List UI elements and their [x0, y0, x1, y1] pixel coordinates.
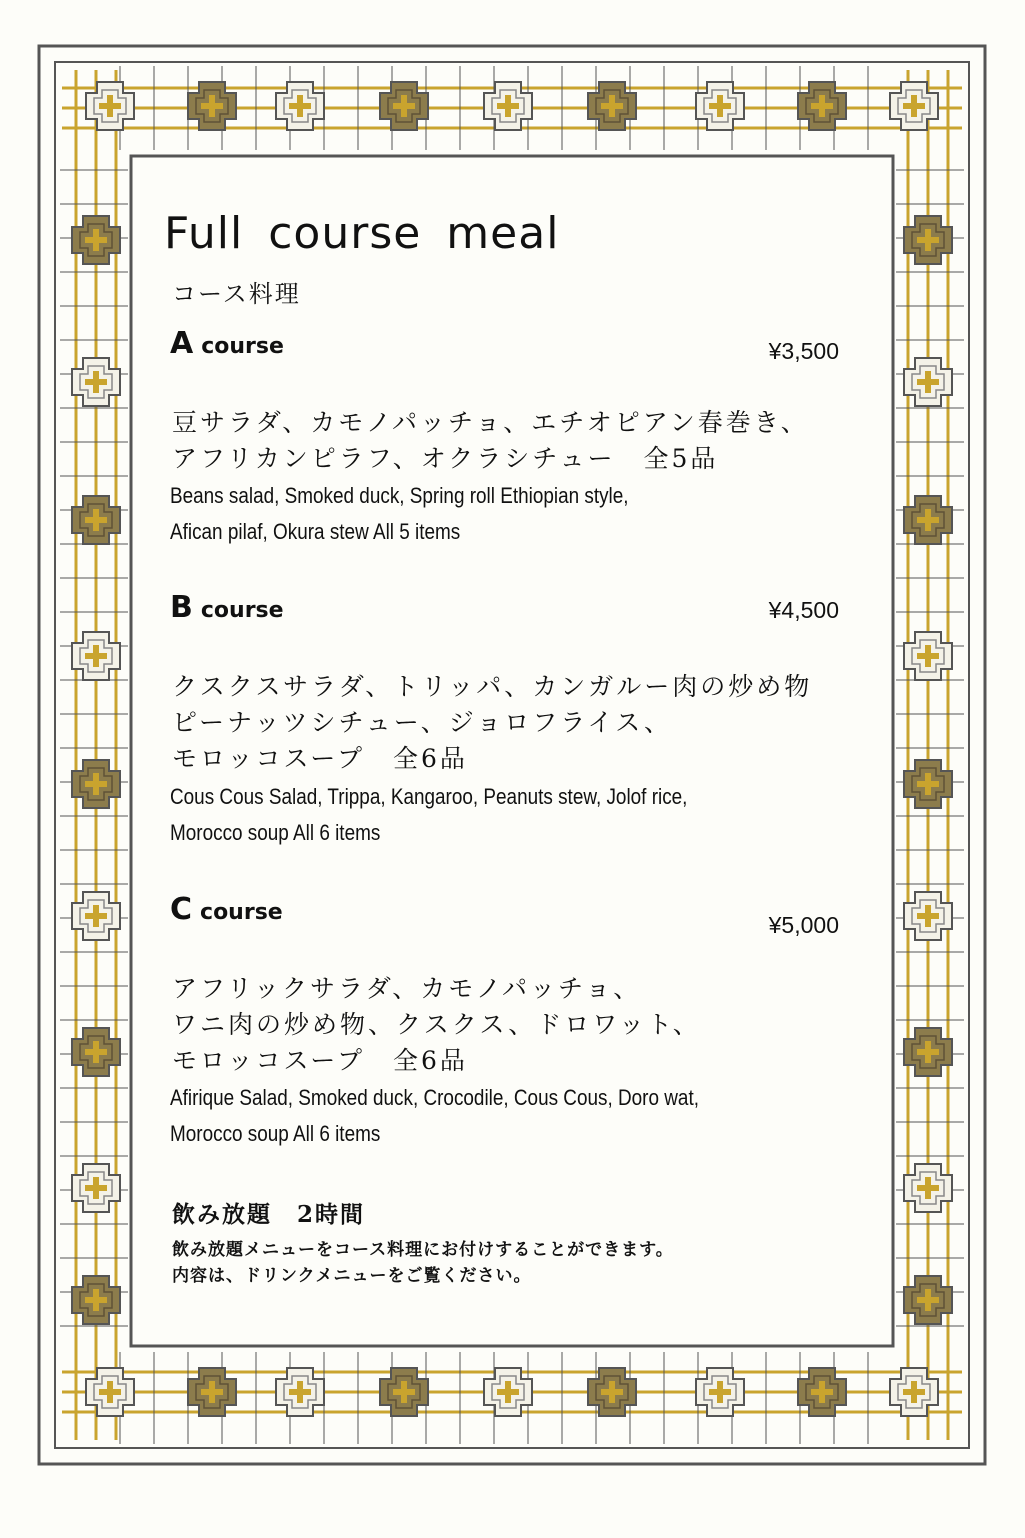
course-b-price: ¥4,500	[768, 597, 839, 623]
dark-cross-motif	[904, 1028, 952, 1076]
course-c-en-line-1: Afirique Salad, Smoked duck, Crocodile, Cous Cous, Doro wat,	[170, 1085, 699, 1110]
dark-cross-motif	[188, 1368, 236, 1416]
course-letter: B	[170, 590, 193, 625]
course-b-jp-line-3: モロッコスープ 全6品	[172, 744, 468, 773]
all-you-can-drink-note-2: 内容は、ドリンクメニューをご覧ください。	[172, 1266, 532, 1286]
dark-cross-motif	[380, 1368, 428, 1416]
light-cross-motif	[904, 1164, 952, 1212]
dark-cross-motif	[72, 496, 120, 544]
light-cross-motif	[276, 1368, 324, 1416]
course-a-price: ¥3,500	[768, 338, 839, 364]
course-word: course	[201, 334, 284, 359]
course-a-en-line-2: Afican pilaf, Okura stew All 5 items	[170, 519, 461, 544]
course-c-heading	[170, 892, 283, 927]
light-cross-motif	[904, 632, 952, 680]
light-cross-motif	[72, 1164, 120, 1212]
course-letter: C	[170, 892, 193, 927]
light-cross-motif	[72, 892, 120, 940]
light-cross-motif	[72, 632, 120, 680]
course-a-heading	[170, 326, 284, 361]
light-cross-motif	[72, 358, 120, 406]
course-a-jp-line-2: アフリカンピラフ、オクラシチュー 全5品	[172, 444, 719, 473]
dark-cross-motif	[588, 1368, 636, 1416]
course-letter: A	[170, 326, 194, 361]
light-cross-motif	[696, 1368, 744, 1416]
course-b-jp-line-2: ピーナッツシチュー、ジョロフライス、	[172, 708, 673, 737]
dark-cross-motif	[904, 1276, 952, 1324]
course-b-en-line-1: Cous Cous Salad, Trippa, Kangaroo, Peanuts stew, Jolof rice,	[170, 784, 688, 809]
all-you-can-drink-note-1: 飲み放題メニューをコース料理にお付けすることができます。	[172, 1240, 674, 1260]
dark-cross-motif	[904, 496, 952, 544]
dark-cross-motif	[72, 760, 120, 808]
course-b-heading	[170, 590, 284, 625]
light-cross-motif	[904, 892, 952, 940]
course-c-jp-line-2: ワニ肉の炒め物、クスクス、ドロワット、	[172, 1010, 701, 1039]
course-c-en-line-2: Morocco soup All 6 items	[170, 1121, 381, 1146]
course-b-en-line-2: Morocco soup All 6 items	[170, 820, 381, 845]
dark-cross-motif	[72, 1028, 120, 1076]
all-you-can-drink-title: 飲み放題 2時間	[172, 1201, 366, 1228]
page-title: Full course meal	[164, 208, 560, 259]
dark-cross-motif	[904, 216, 952, 264]
course-word: course	[200, 598, 284, 623]
light-cross-motif	[890, 1368, 938, 1416]
page-subtitle: コース料理	[172, 280, 301, 308]
dark-cross-motif	[72, 216, 120, 264]
course-c-price: ¥5,000	[768, 912, 839, 938]
dark-cross-motif	[904, 760, 952, 808]
course-b-jp-line-1: クスクスサラダ、トリッパ、カンガルー肉の炒め物	[172, 672, 813, 701]
course-a-jp-line-1: 豆サラダ、カモノパッチョ、エチオピアン春巻き、	[172, 408, 809, 437]
menu-content	[136, 160, 889, 1342]
course-word: course	[200, 900, 283, 925]
dark-cross-motif	[798, 1368, 846, 1416]
light-cross-motif	[484, 1368, 532, 1416]
course-c-jp-line-3: モロッコスープ 全6品	[172, 1046, 468, 1075]
light-cross-motif	[86, 1368, 134, 1416]
course-a-en-line-1: Beans salad, Smoked duck, Spring roll Ethiopian style,	[170, 483, 629, 508]
light-cross-motif	[904, 358, 952, 406]
course-c-jp-line-1: アフリックサラダ、カモノパッチョ、	[172, 974, 642, 1003]
dark-cross-motif	[72, 1276, 120, 1324]
